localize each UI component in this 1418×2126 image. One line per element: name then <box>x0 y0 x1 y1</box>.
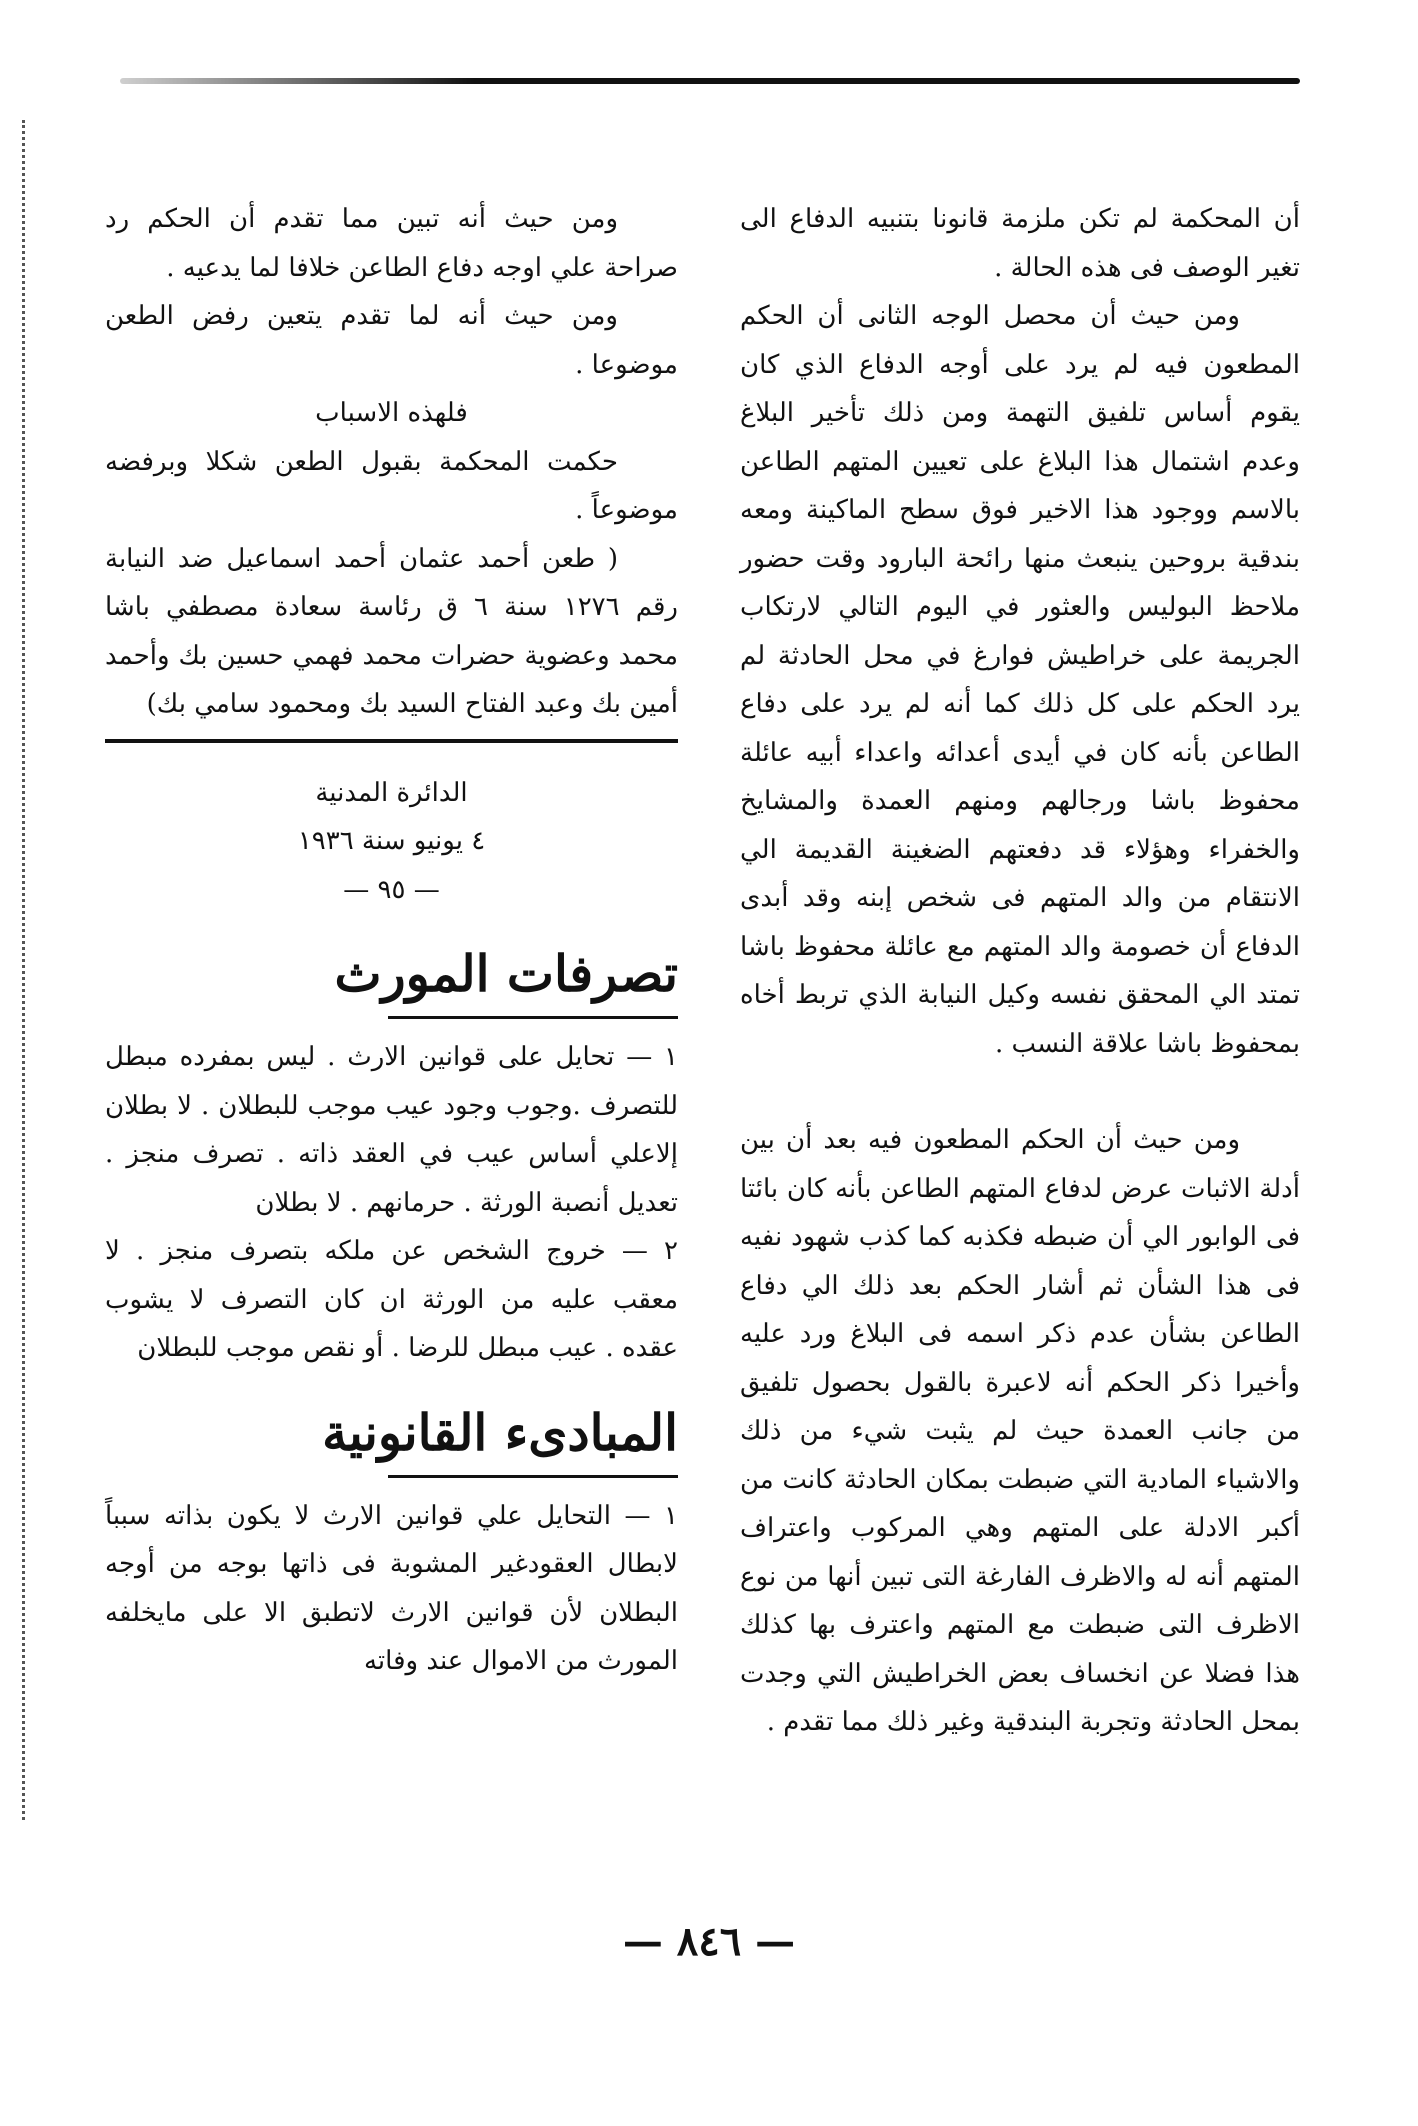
left-column <box>105 195 678 1686</box>
case-citation: ( طعن أحمد عثمان أحمد اسماعيل ضد النيابة رقم ١٢٧٦ سنة ٦ ق رئاسة سعادة مصطفي باشا محمد وعضوية حضرات محمد فهمي حسين بك وأحمد أمين بك وعبد الفتاح السيد بك ومحمود سامي بك) <box>105 543 678 719</box>
court-circuit: الدائرة المدنية <box>315 777 468 808</box>
paragraph: ومن حيث أنه لما تقدم يتعين رفض الطعن موضوعا . <box>105 301 678 380</box>
principles-title-underline <box>388 1475 678 1478</box>
binding-edge <box>22 120 33 1820</box>
section-title: تصرفات المورث <box>334 944 678 1003</box>
paragraph: ومن حيث أن محصل الوجه الثانى أن الحكم المطعون فيه لم يرد على أوجه الدفاع الذي كان يقوم أساس تلفيق التهمة ومن ذلك تأخير البلاغ وعدم اشتمال هذا البلاغ على تعيين المتهم الطاعن بالاسم ووجود هذا الاخير فوق سطح الماكينة ومعه بندقية بروحين ينبعث منها رائحة البارود وقت حضور ملاحظ البوليس والعثور في اليوم التالي لارتكاب الجريمة على خراطيش فوارغ في محل الحادثة لم يرد الحكم على كل ذلك كما أنه لم يرد على دفاع الطاعن بأنه كان في أيدى أعدائه واعداء أبيه عائلة محفوظ باشا ورجالهم ومنهم العمدة والمشايخ والخفراء وهؤلاء قد دفعتهم الضغينة القديمة الي الانتقام من والد المتهم فى شخص إبنه وقد أبدى الدفاع أن خصومة والد المتهم مع عائلة محفوظ باشا تمتد الي المحقق نفسه وكيل النيابة الذي تربط أخاه بمحفوظ باشا علاقة النسب . <box>740 301 1300 1059</box>
session-date: ٤ يونيو سنة ١٩٣٦ <box>297 826 486 856</box>
summary-item: ٢ — خروج الشخص عن ملكه بتصرف منجز . لا معقب عليه من الورثة ان كان التصرف لا يشوب عقده . عيب مبطل للرضا . أو نقص موجب للبطلان <box>105 1236 678 1363</box>
right-column <box>740 195 1300 1747</box>
case-number: — ٩٥ — <box>343 874 440 905</box>
summary-item: ١ — تحايل على قوانين الارث . ليس بمفرده مبطل للتصرف .وجوب وجود عيب موجب للبطلان . لا بطلان إلاعلي أساس عيب في العقد ذاته . تصرف منجز . تعديل أنصبة الورثة . حرمانهم . لا بطلان <box>105 1042 678 1218</box>
paragraph: ومن حيث أن الحكم المطعون فيه بعد أن بين أدلة الاثبات عرض لدفاع المتهم الطاعن بأنه كان بائتا فى الوابور الي أن ضبطه فكذبه كما كذب شهود نفيه فى هذا الشأن ثم أشار الحكم بعد ذلك الي دفاع الطاعن بشأن عدم ذكر اسمه فى البلاغ ورد عليه وأخيرا ذكر الحكم أنه لاعبرة بالقول بحصول تلفيق من جانب العمدة حيث لم يثبت شيء من ذلك والاشياء المادية التي ضبطت بمكان الحادثة كانت من أكبر الادلة على المتهم وهي المركوب واعتراف المتهم أنه له والاظرف الفارغة التى تبين أنها من نوع الاظرف التى ضبطت مع المتهم واعترف بها كذلك هذا فضلا عن انخساف بعض الخراطيش التي وجدت بمحل الحادثة وتجربة البندقية وغير ذلك مما تقدم . <box>740 1125 1300 1737</box>
reasons-heading: فلهذه الاسباب <box>315 398 468 428</box>
paragraph: ومن حيث أنه تبين مما تقدم أن الحكم رد صراحة علي اوجه دفاع الطاعن خلافا لما يدعيه . <box>105 204 678 283</box>
principle-item: ١ — التحايل علي قوانين الارث لا يكون بذاته سبباً لابطال العقودغير المشوبة فى ذاتها بوجه من أوجه البطلان لأن قوانين الارث لاتطبق الا على مايخلفه المورث من الاموال عند وفاته <box>105 1500 679 1676</box>
principles-title: المبادىء القانونية <box>322 1402 678 1462</box>
page-number: — ٨٤٦ — <box>622 1918 796 1965</box>
paragraph: أن المحكمة لم تكن ملزمة قانونا بتنبيه الدفاع الى تغير الوصف فى هذه الحالة . <box>740 204 1300 283</box>
judgment-text: حكمت المحكمة بقبول الطعن شكلا وبرفضه موضوعاً . <box>105 446 678 525</box>
top-rule <box>120 78 1300 84</box>
section-divider <box>105 739 678 743</box>
section-title-underline <box>388 1016 678 1019</box>
